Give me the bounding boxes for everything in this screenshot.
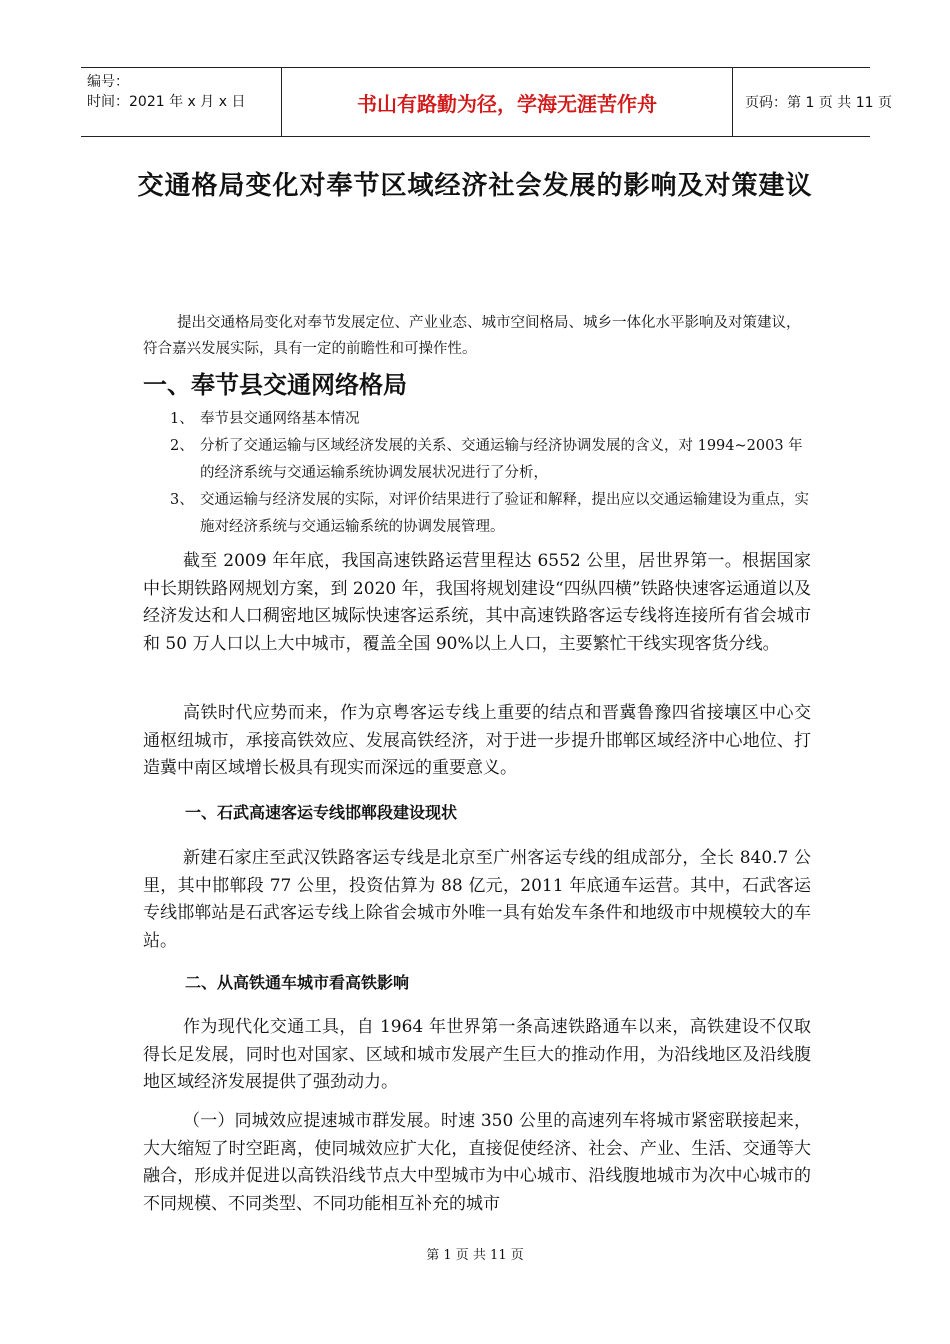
list-number: 3、 (170, 492, 194, 508)
list-text: 奉节县交通网络基本情况 (200, 411, 360, 427)
list-number: 2、 (170, 438, 194, 454)
list-number: 1、 (170, 411, 194, 427)
paragraph: （一）同城效应提速城市群发展。时速 350 公里的高速列车将城市紧密联接起来，大大缩短了时空距离，使同城效应扩大化，直接促使经济、社会、产业、生活、交通等大融合，形成并促进以高铁沿线节点大中型城市为中心城市、沿线腹地城市为次中心城市的不同规模、不同类型、不同功能相互补充的城市 (143, 1111, 811, 1214)
time-label: 时间：2021 年 x 月 x 日 (87, 94, 246, 110)
page-footer: 第 1 页 共 11 页 (426, 1248, 524, 1263)
subsection-heading: 一、石武高速客运专线邯郸段建设现状 (185, 803, 458, 822)
paragraph: 作为现代化交通工具，自 1964 年世界第一条高速铁路通车以来，高铁建设不仅取得长足发展，同时也对国家、区域和城市发展产生巨大的推动作用，为沿线地区及沿线腹地区域经济发展提供了强劲动力。 (143, 1017, 811, 1092)
abstract: 提出交通格局变化对奉节发展定位、产业业态、城市空间格局、城乡一体化水平影响及对策建议，符合嘉兴发展实际，具有一定的前瞻性和可操作性。 (143, 315, 801, 357)
paragraph: 高铁时代应势而来，作为京粤客运专线上重要的结点和晋冀鲁豫四省接壤区中心交通枢纽城市，承接高铁效应、发展高铁经济，对于进一步提升邯郸区域经济中心地位、打造冀中南区域增长极具有现实而深远的重要意义。 (143, 703, 811, 778)
list-item (170, 406, 815, 433)
numbered-list (170, 406, 815, 541)
header-page-info: 页码：第 1 页 共 11 页 (745, 95, 892, 111)
list-text: 交通运输与经济发展的实际，对评价结果进行了验证和解释，提出应以交通运输建设为重点，实施对经济系统与交通运输系统的协调发展管理。 (200, 492, 809, 535)
subsection-heading: 二、从高铁通车城市看高铁影响 (185, 973, 410, 992)
list-item (170, 433, 815, 487)
header-meta (81, 68, 282, 136)
document-title: 交通格局变化对奉节区域经济社会发展的影响及对策建议 (137, 171, 813, 201)
document-header (81, 67, 892, 137)
number-label: 编号： (87, 74, 129, 90)
list-item (170, 487, 815, 541)
header-motto: 书山有路勤为径，学海无涯苦作舟 (282, 68, 733, 136)
paragraph: 截至 2009 年年底，我国高速铁路运营里程达 6552 公里，居世界第一。根据国家中长期铁路网规划方案，到 2020 年，我国将规划建设“四纵四横”铁路快速客运通道以及经济发达和人口稠密地区城际快速客运系统，其中高速铁路客运专线将连接所有省会城市和 50 万人口以上大中城市，覆盖全国 90%以上人口，主要繁忙干线实现客货分线。 (143, 551, 811, 654)
paragraph: 新建石家庄至武汉铁路客运专线是北京至广州客运专线的组成部分，全长 840.7 公里，其中邯郸段 77 公里，投资估算为 88 亿元，2011 年底通车运营。其中，石武客运专线邯郸站是石武客运专线上除省会城市外唯一具有始发车条件和地级市中规模较大的车站。 (143, 848, 811, 951)
section-heading: 一、奉节县交通网络格局 (143, 370, 407, 399)
list-text: 分析了交通运输与区域经济发展的关系、交通运输与经济协调发展的含义，对 1994~2003 年的经济系统与交通运输系统协调发展状况进行了分析， (200, 438, 803, 481)
